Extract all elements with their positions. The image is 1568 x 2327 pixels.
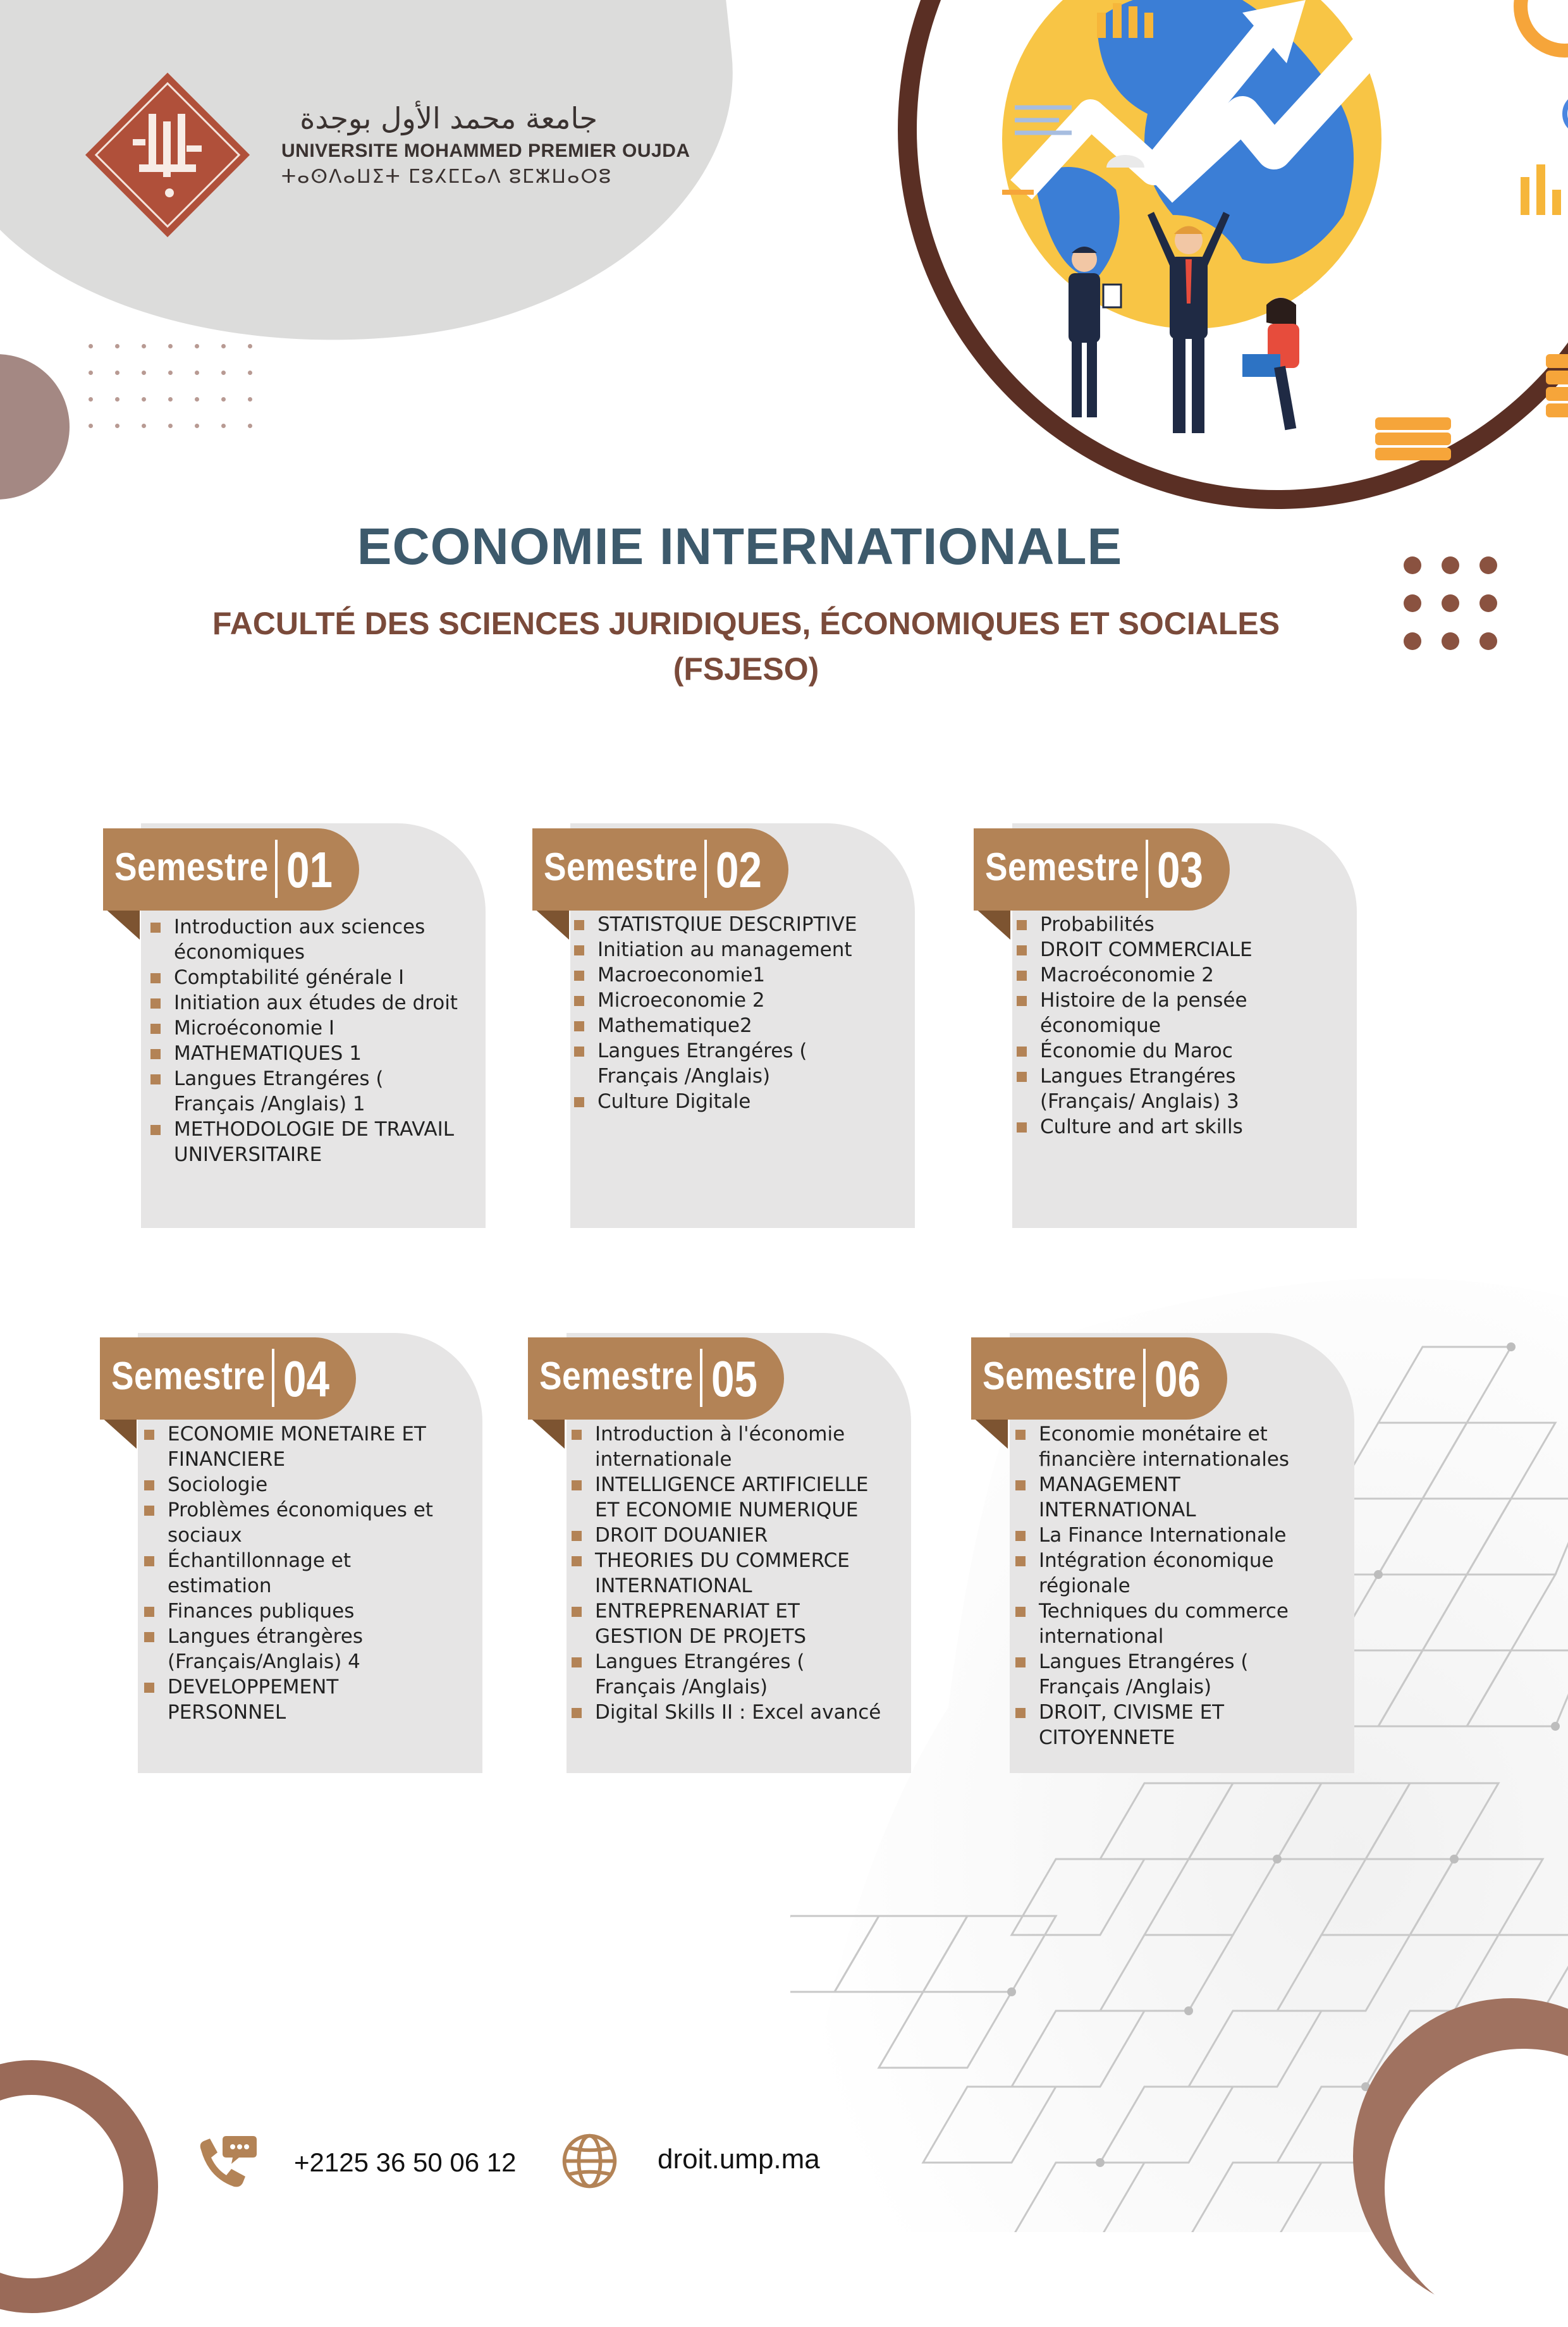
bullet-square-icon bbox=[572, 1430, 582, 1440]
course-item bbox=[150, 1016, 467, 1041]
dot bbox=[89, 424, 93, 428]
dot bbox=[221, 397, 226, 402]
dot bbox=[248, 424, 252, 428]
course-item bbox=[1015, 1523, 1332, 1548]
dot bbox=[142, 371, 146, 375]
course-name: Culture Digitale bbox=[597, 1090, 751, 1113]
university-name-french: UNIVERSITE MOHAMMED PREMIER OUJDA bbox=[281, 140, 690, 161]
bullet-square-icon bbox=[574, 920, 584, 930]
course-item bbox=[572, 1472, 888, 1523]
course-name: Introduction aux sciences économiques bbox=[174, 916, 426, 964]
course-item bbox=[1017, 1038, 1333, 1064]
dot bbox=[115, 424, 119, 428]
semester-number: 03 bbox=[1157, 842, 1203, 898]
faculty-name-line1: FACULTÉ DES SCIENCES JURIDIQUES, ÉCONOMIQUES ET SOCIALES bbox=[212, 606, 1280, 641]
dot bbox=[115, 397, 119, 402]
course-list-semester-6 bbox=[1015, 1421, 1332, 1750]
bullet-square-icon bbox=[1015, 1556, 1026, 1566]
course-name: Economie monétaire et financière internationales bbox=[1039, 1423, 1290, 1471]
course-name: Microeconomie 2 bbox=[597, 989, 765, 1012]
bullet-square-icon bbox=[572, 1556, 582, 1566]
course-item bbox=[1017, 1064, 1333, 1114]
course-item bbox=[1017, 988, 1333, 1038]
course-name: ENTREPRENARIAT ET GESTION DE PROJETS bbox=[595, 1600, 807, 1648]
course-name: INTELLIGENCE ARTIFICIELLE ET ECONOMIE NUMERIQUE bbox=[595, 1473, 869, 1521]
bullet-square-icon bbox=[1015, 1480, 1026, 1490]
course-name: Comptabilité générale I bbox=[174, 966, 405, 989]
bullet-square-icon bbox=[572, 1607, 582, 1617]
course-item bbox=[144, 1472, 460, 1497]
course-name: DROIT COMMERCIALE bbox=[1040, 938, 1253, 961]
course-list-semester-5 bbox=[572, 1421, 888, 1725]
course-name: MATHEMATIQUES 1 bbox=[174, 1042, 362, 1065]
bullet-square-icon bbox=[1015, 1531, 1026, 1541]
course-name: Initiation aux études de droit bbox=[174, 992, 458, 1014]
bullet-square-icon bbox=[1017, 971, 1027, 981]
semester-label: Semestre bbox=[111, 1354, 266, 1398]
semester-ribbon-5 bbox=[528, 1337, 784, 1420]
course-name: DEVELOPPEMENT PERSONNEL bbox=[168, 1676, 339, 1724]
course-name: ECONOMIE MONETAIRE ET FINANCIERE bbox=[168, 1423, 426, 1471]
dot bbox=[142, 397, 146, 402]
course-item bbox=[150, 1066, 467, 1117]
bullet-square-icon bbox=[1017, 1122, 1027, 1133]
dot bbox=[221, 344, 226, 348]
course-item bbox=[150, 1041, 467, 1066]
course-name: MANAGEMENT INTERNATIONAL bbox=[1039, 1473, 1196, 1521]
dot bbox=[89, 397, 93, 402]
course-item bbox=[574, 1038, 890, 1089]
course-name: Finances publiques bbox=[168, 1600, 355, 1623]
bullet-square-icon bbox=[1017, 996, 1027, 1006]
dot bbox=[89, 371, 93, 375]
course-item bbox=[144, 1497, 460, 1548]
course-item bbox=[572, 1700, 888, 1725]
bullet-square-icon bbox=[574, 945, 584, 955]
course-item bbox=[150, 914, 467, 965]
course-list-semester-2 bbox=[574, 912, 890, 1114]
semester-number: 01 bbox=[286, 842, 333, 898]
semester-ribbon-2 bbox=[532, 828, 788, 911]
dot bbox=[1442, 632, 1459, 650]
course-item bbox=[572, 1599, 888, 1649]
bullet-square-icon bbox=[574, 1021, 584, 1031]
bullet-square-icon bbox=[150, 998, 161, 1009]
course-name: Mathematique2 bbox=[597, 1014, 752, 1037]
course-item bbox=[1015, 1649, 1332, 1700]
dot bbox=[221, 371, 226, 375]
course-name: Langues étrangères (Français/Anglais) 4 bbox=[168, 1625, 363, 1673]
course-name: Langues Etrangéres ( Français /Anglais) bbox=[1039, 1650, 1249, 1698]
dot bbox=[195, 424, 199, 428]
course-name: Macroeconomie1 bbox=[597, 964, 766, 986]
course-name: DROIT DOUANIER bbox=[595, 1524, 768, 1547]
course-list-semester-4 bbox=[144, 1421, 460, 1725]
dot bbox=[89, 344, 93, 348]
university-logo bbox=[82, 70, 253, 240]
dot bbox=[1479, 594, 1497, 612]
course-name: STATISTQIUE DESCRIPTIVE bbox=[597, 913, 857, 936]
bullet-square-icon bbox=[574, 1047, 584, 1057]
course-list-semester-3 bbox=[1017, 912, 1333, 1139]
dot bbox=[1442, 594, 1459, 612]
course-item bbox=[1015, 1421, 1332, 1472]
university-name-arabic: جامعة محمد الأول بوجدة bbox=[300, 101, 597, 135]
bullet-square-icon bbox=[1015, 1657, 1026, 1667]
dot bbox=[1404, 594, 1421, 612]
footer-phone: +2125 36 50 06 12 bbox=[294, 2147, 517, 2177]
bullet-square-icon bbox=[1015, 1607, 1026, 1617]
course-name: Langues Etrangéres ( Français /Anglais) 1 bbox=[174, 1067, 384, 1115]
course-item bbox=[1017, 937, 1333, 962]
dot bbox=[248, 397, 252, 402]
page-title: ECONOMIE INTERNATIONALE bbox=[357, 518, 1123, 575]
course-item bbox=[574, 988, 890, 1013]
globe-icon bbox=[560, 2131, 620, 2191]
course-name: Techniques du commerce international bbox=[1039, 1600, 1289, 1648]
semester-ribbon-3 bbox=[974, 828, 1230, 911]
course-name: Macroéconomie 2 bbox=[1040, 964, 1214, 986]
decor-ring-bottom-left bbox=[0, 2060, 158, 2313]
bullet-square-icon bbox=[572, 1657, 582, 1667]
bullet-square-icon bbox=[574, 996, 584, 1006]
semester-number: 02 bbox=[716, 842, 762, 898]
bullet-square-icon bbox=[572, 1480, 582, 1490]
course-name: Sociologie bbox=[168, 1473, 268, 1496]
course-item bbox=[1017, 912, 1333, 937]
bullet-square-icon bbox=[144, 1506, 154, 1516]
course-item bbox=[144, 1548, 460, 1599]
dot bbox=[195, 371, 199, 375]
dot bbox=[195, 344, 199, 348]
course-item bbox=[572, 1421, 888, 1472]
dot bbox=[168, 371, 173, 375]
dot bbox=[115, 344, 119, 348]
course-item bbox=[144, 1624, 460, 1674]
dot bbox=[195, 397, 199, 402]
bullet-square-icon bbox=[1015, 1708, 1026, 1718]
bullet-square-icon bbox=[144, 1607, 154, 1617]
bullet-square-icon bbox=[1017, 1047, 1027, 1057]
course-item bbox=[150, 1117, 467, 1167]
course-item bbox=[572, 1649, 888, 1700]
course-name: La Finance Internationale bbox=[1039, 1524, 1287, 1547]
course-item bbox=[150, 990, 467, 1016]
bullet-square-icon bbox=[144, 1683, 154, 1693]
semester-number: 05 bbox=[711, 1351, 757, 1407]
bullet-square-icon bbox=[150, 923, 161, 933]
dot bbox=[248, 344, 252, 348]
dot bbox=[168, 397, 173, 402]
semester-ribbon-6 bbox=[971, 1337, 1227, 1420]
bullet-square-icon bbox=[144, 1556, 154, 1566]
bullet-square-icon bbox=[144, 1480, 154, 1490]
dot bbox=[1404, 632, 1421, 650]
bullet-square-icon bbox=[1017, 1072, 1027, 1082]
bullet-square-icon bbox=[572, 1708, 582, 1718]
course-name: Microéconomie I bbox=[174, 1017, 335, 1040]
faculty-name-line2: (FSJESO) bbox=[673, 651, 819, 687]
course-name: Histoire de la pensée économique bbox=[1040, 989, 1247, 1037]
university-name-tifinagh: ⵜⴰⵙⴷⴰⵡⵉⵜ ⵎⵓⵃⵎⵎⴰⴷ ⵓⵎⵣⵡⴰⵔⵓ bbox=[281, 166, 612, 188]
course-name: Problèmes économiques et sociaux bbox=[168, 1499, 433, 1547]
course-name: Digital Skills II : Excel avancé bbox=[595, 1701, 881, 1724]
course-name: Introduction à l'économie internationale bbox=[595, 1423, 845, 1471]
course-item bbox=[1017, 962, 1333, 988]
course-item bbox=[1015, 1472, 1332, 1523]
course-name: Échantillonnage et estimation bbox=[168, 1549, 352, 1597]
course-item bbox=[1015, 1700, 1332, 1750]
course-item bbox=[1017, 1114, 1333, 1139]
semester-number: 06 bbox=[1155, 1351, 1201, 1407]
course-item bbox=[144, 1599, 460, 1624]
bullet-square-icon bbox=[150, 1024, 161, 1034]
course-item bbox=[1015, 1599, 1332, 1649]
course-name: DROIT, CIVISME ET CITOYENNETE bbox=[1039, 1701, 1225, 1749]
course-item bbox=[144, 1421, 460, 1472]
course-name: Langues Etrangéres ( Français /Anglais) bbox=[595, 1650, 805, 1698]
dot-pattern bbox=[89, 344, 259, 433]
semester-label: Semestre bbox=[539, 1354, 694, 1398]
semester-label: Semestre bbox=[114, 845, 269, 889]
bullet-square-icon bbox=[150, 1074, 161, 1084]
course-name: Économie du Maroc bbox=[1040, 1040, 1233, 1062]
business-growth-illustration bbox=[888, 0, 1568, 525]
course-item bbox=[572, 1548, 888, 1599]
semester-label: Semestre bbox=[544, 845, 698, 889]
course-name: METHODOLOGIE DE TRAVAIL UNIVERSITAIRE bbox=[174, 1118, 455, 1166]
dot bbox=[168, 424, 173, 428]
course-name: Culture and art skills bbox=[1040, 1115, 1243, 1138]
course-item bbox=[572, 1523, 888, 1548]
dot bbox=[115, 371, 119, 375]
semester-ribbon-4 bbox=[100, 1337, 356, 1420]
footer-website[interactable]: droit.ump.ma bbox=[658, 2144, 820, 2175]
dot bbox=[1479, 632, 1497, 650]
semester-label: Semestre bbox=[983, 1354, 1137, 1398]
course-name: Probabilités bbox=[1040, 913, 1155, 936]
bullet-square-icon bbox=[1017, 920, 1027, 930]
dot bbox=[142, 344, 146, 348]
course-item bbox=[574, 962, 890, 988]
dot bbox=[168, 344, 173, 348]
dot bbox=[221, 424, 226, 428]
faculty-name bbox=[126, 601, 1366, 692]
background-circle bbox=[0, 354, 70, 500]
bullet-square-icon bbox=[150, 1125, 161, 1135]
bullet-square-icon bbox=[574, 971, 584, 981]
course-item bbox=[144, 1674, 460, 1725]
course-name: Langues Etrangéres ( Français /Anglais) bbox=[597, 1040, 807, 1088]
bullet-square-icon bbox=[1017, 945, 1027, 955]
semester-label: Semestre bbox=[985, 845, 1139, 889]
course-item bbox=[574, 1089, 890, 1114]
course-name: Langues Etrangéres (Français/ Anglais) 3 bbox=[1040, 1065, 1239, 1113]
bullet-square-icon bbox=[144, 1632, 154, 1642]
course-item bbox=[1015, 1548, 1332, 1599]
course-name: Intégration économique régionale bbox=[1039, 1549, 1274, 1597]
bullet-square-icon bbox=[574, 1097, 584, 1107]
bullet-square-icon bbox=[144, 1430, 154, 1440]
bullet-square-icon bbox=[150, 1049, 161, 1059]
dot bbox=[142, 424, 146, 428]
bullet-square-icon bbox=[572, 1531, 582, 1541]
course-name: Initiation au management bbox=[597, 938, 852, 961]
semester-ribbon-1 bbox=[103, 828, 359, 911]
dot bbox=[1479, 556, 1497, 574]
course-item bbox=[574, 1013, 890, 1038]
bullet-square-icon bbox=[1015, 1430, 1026, 1440]
course-item bbox=[574, 912, 890, 937]
bullet-square-icon bbox=[150, 973, 161, 983]
semester-number: 04 bbox=[283, 1351, 329, 1407]
course-item bbox=[150, 965, 467, 990]
course-name: THEORIES DU COMMERCE INTERNATIONAL bbox=[595, 1549, 850, 1597]
dot bbox=[248, 371, 252, 375]
phone-icon bbox=[190, 2131, 259, 2194]
course-list-semester-1 bbox=[150, 914, 467, 1167]
course-item bbox=[574, 937, 890, 962]
